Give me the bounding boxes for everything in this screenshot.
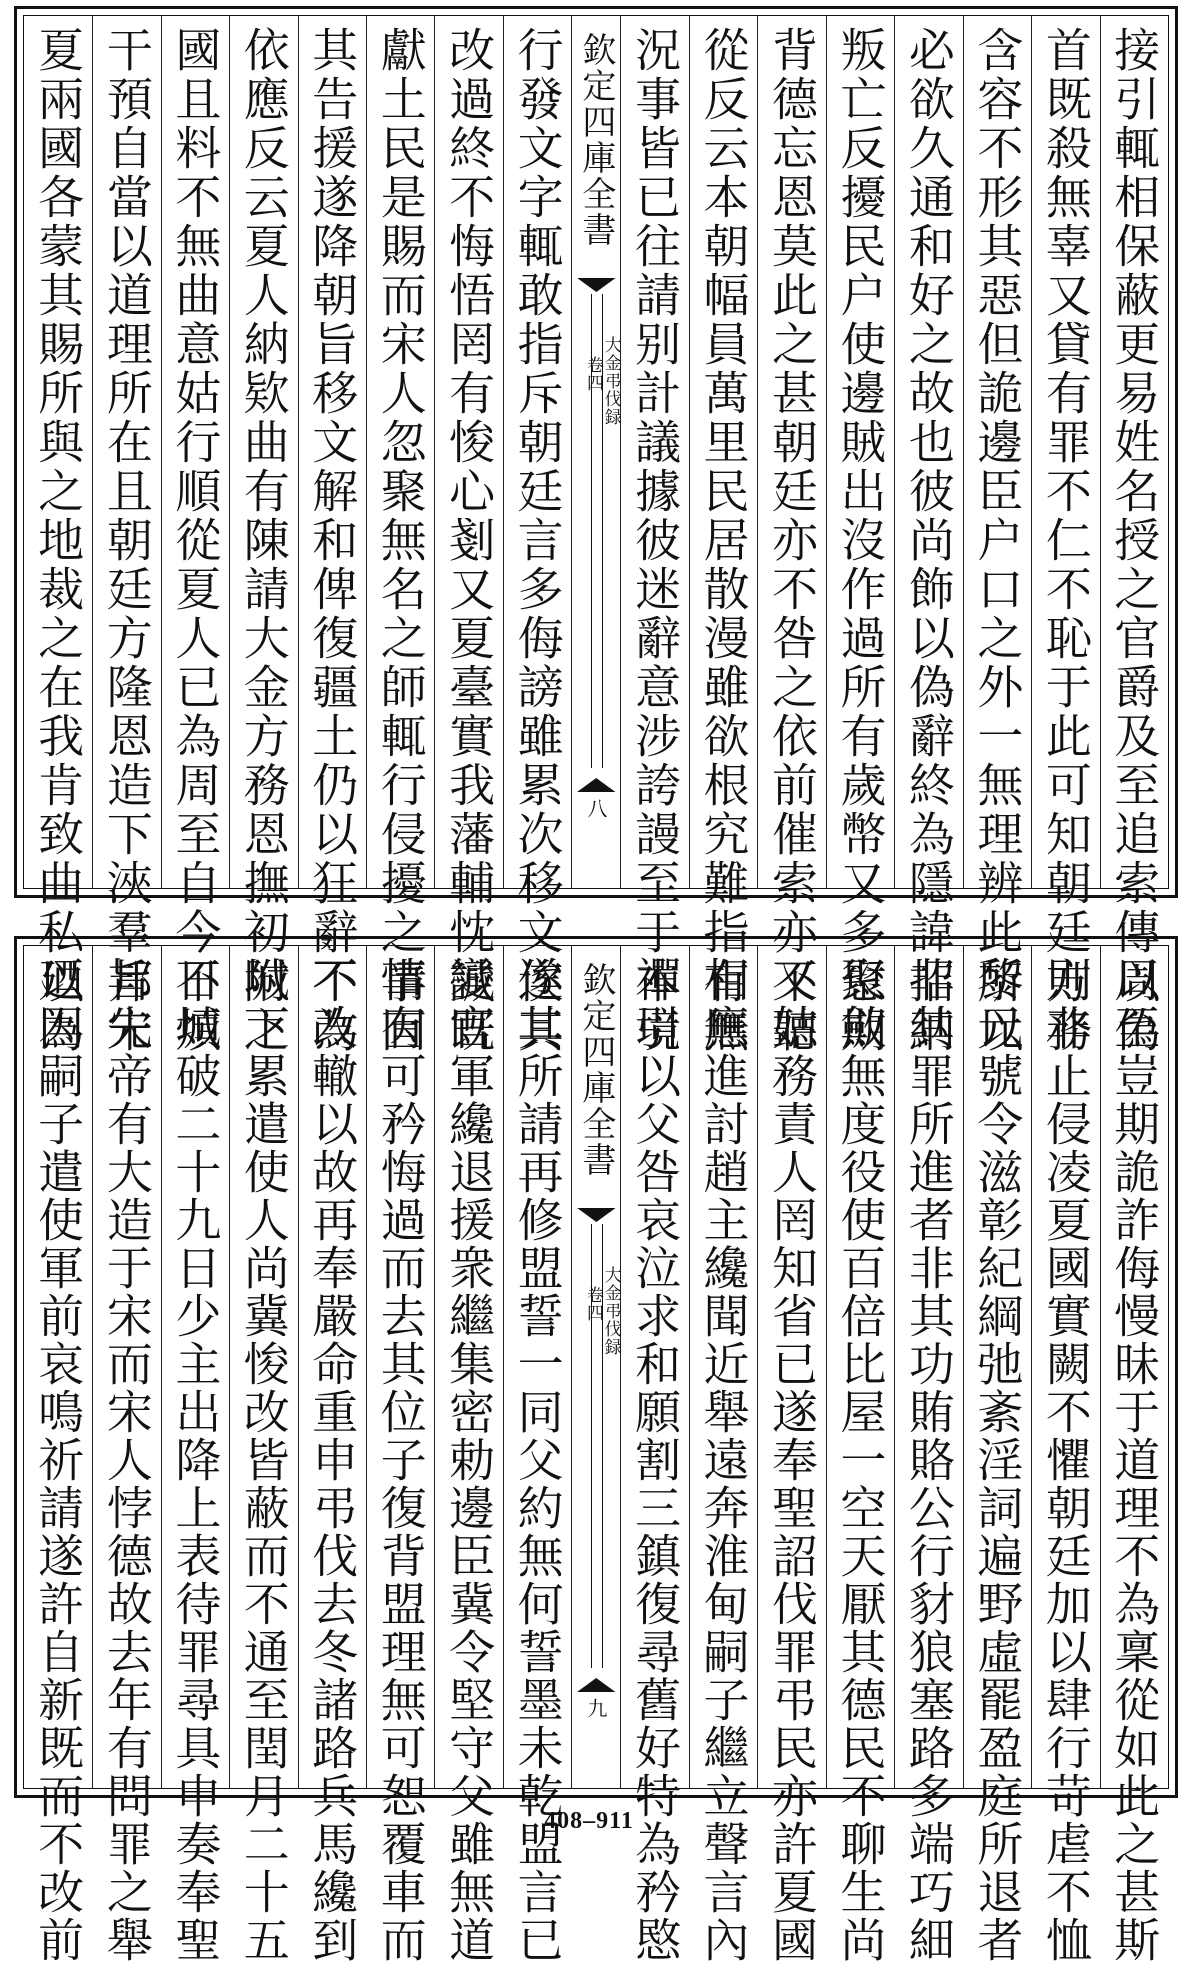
text-column xyxy=(161,946,229,1964)
column-text: 不改轍以故再奉嚴命重申弔伐去冬諸路兵馬纔到 xyxy=(305,956,360,1964)
text-column xyxy=(1031,16,1099,1055)
page-top-columns xyxy=(24,16,1168,1055)
column-text: 從反云本朝幅員萬里民居散漫雖欲根究難指有無 xyxy=(696,26,751,1055)
text-column xyxy=(963,16,1031,1055)
book-title: 大金弔伐録 xyxy=(600,1266,621,1356)
column-text: 首既殺無辜又貸有罪不仁不恥于此可知朝廷方務 xyxy=(1038,26,1093,1055)
column-text: 遂其所請再修盟誓一同父約無何誓墨未乾盟言已 xyxy=(510,956,565,1964)
text-column xyxy=(503,946,571,1964)
column-text: 況事皆已往請别計議據彼迷辭意涉誇謾至于本境 xyxy=(628,26,683,1055)
text-column xyxy=(1100,16,1168,1055)
text-column xyxy=(503,16,571,1055)
column-text: 國且料不無曲意姑行順從夏人已為周至自今不煩 xyxy=(168,26,223,1055)
text-column xyxy=(1031,946,1099,1964)
column-text: 其告援遂降朝旨移文解和俾復疆土仍以狂辭不為 xyxy=(305,26,360,1055)
column-text: 旨先帝有大造于宋而宋人悖德故去年有問罪之舉 xyxy=(99,956,154,1964)
text-column xyxy=(963,946,1031,1964)
column-text: 禪引以父咎哀泣求和願割三鎮復尋舊好特為矜愍 xyxy=(628,956,683,1964)
text-column xyxy=(92,16,160,1055)
column-text: 黎元號令滋彰紀綱弛紊淫詞遍野虛罷盈庭所退者 xyxy=(970,956,1025,1964)
folio-number: 八 xyxy=(582,796,611,820)
volume-label: 卷四 xyxy=(582,356,603,392)
fish-tail-mark-bottom xyxy=(577,778,615,792)
series-title: 欽定四庫全書 xyxy=(575,32,616,248)
page-top-frame xyxy=(23,15,1169,1055)
text-column xyxy=(434,16,502,1055)
text-column xyxy=(757,946,825,1964)
text-column xyxy=(92,946,160,1964)
center-fold xyxy=(571,16,620,888)
text-column xyxy=(229,16,297,1055)
column-text: 夏兩國各蒙其賜所與之地裁之在我肯致曲私以為 xyxy=(31,26,86,1055)
fish-tail-mark-bottom xyxy=(577,1678,615,1692)
page-number-footer: 408–911 xyxy=(544,1808,634,1834)
text-column xyxy=(757,16,825,1055)
text-column xyxy=(298,16,366,1055)
text-column xyxy=(826,16,894,1055)
column-text: 廼因嗣子遣使軍前哀鳴祈請遂許自新既而不改前 xyxy=(31,956,86,1964)
text-column xyxy=(24,946,92,1964)
volume-label: 卷四 xyxy=(582,1286,603,1322)
text-column xyxy=(24,16,92,1055)
column-text: 變官軍纔退援衆繼集密勅邊臣冀令堅守父雖無道 xyxy=(442,956,497,1964)
column-text: 情有可矜悔過而去其位子復背盟理無可恕覆車而 xyxy=(373,956,428,1964)
book-title: 大金弔伐録 xyxy=(600,336,621,426)
column-text: 則非止侵凌夏國實闕不懼朝廷加以肆行苛虐不恤 xyxy=(1038,956,1093,1964)
text-column xyxy=(826,946,894,1964)
text-column xyxy=(894,946,962,1964)
text-column xyxy=(366,16,434,1055)
series-title: 欽定四庫全書 xyxy=(575,962,616,1178)
text-column xyxy=(161,16,229,1055)
text-column xyxy=(1100,946,1168,1964)
column-text: 又姑務責人罔知省已遂奉聖詔伐罪弔民亦許夏國 xyxy=(765,956,819,1964)
fish-tail-mark-top xyxy=(577,278,615,292)
text-column xyxy=(366,946,434,1964)
column-text: 接引輒相保蔽更易姓名授之官爵及至追索傳以偽 xyxy=(1107,26,1162,1055)
text-column xyxy=(229,946,297,1964)
center-fold xyxy=(571,946,620,1788)
column-text: 干預自當以道理所在且朝廷方隆恩造下浹羣邦宋 xyxy=(99,26,154,1055)
column-text: 背德忘恩莫此之甚朝廷亦不咎之依前催索亦不聽 xyxy=(765,26,819,1055)
column-text: 日城破二十九日少主出降上表待罪尋具申奏奉聖 xyxy=(168,956,223,1964)
page-top xyxy=(14,6,1178,1055)
column-text: 非其罪所進者非其功賄賂公行豺狼塞路多端巧細 xyxy=(901,956,956,1964)
fish-tail-mark-top xyxy=(577,1208,615,1222)
column-text: 改過終不悔悟罔有悛心剗又夏臺實我藩輔忱誠既 xyxy=(442,26,497,1055)
column-text: 必欲久通和好之故也彼尚飾以偽辭終為隱諱招納 xyxy=(901,26,956,1055)
column-text: 周至豈期詭詐侮慢昧于道理不為稟從如此之甚斯 xyxy=(1107,956,1162,1964)
text-column xyxy=(298,946,366,1964)
column-text: 叛亡反擾民户使邊賊出沒作過所有歲幣又多愆期 xyxy=(833,26,888,1055)
column-text: 行發文字輒敢指斥朝廷言多侮謗雖累次移文俟其 xyxy=(510,26,565,1055)
folio-number: 九 xyxy=(582,1696,611,1720)
text-column xyxy=(620,16,688,1055)
column-text: 含容不形其惡但詭邊臣户口之外一無理辨此所以 xyxy=(970,26,1025,1055)
column-text: 獻土民是賜而宋人忽聚無名之師輒行侵擾之事因 xyxy=(373,26,428,1055)
column-text: 相應進討趙主纔聞近舉遠奔淮甸嗣子繼立聲言內 xyxy=(696,956,751,1964)
text-column xyxy=(689,946,757,1964)
text-column xyxy=(894,16,962,1055)
text-column xyxy=(689,16,757,1055)
column-text: 城下累遣使人尚冀悛改皆蔽而不通至閏月二十五 xyxy=(236,956,291,1964)
column-text: 依應反云夏人納欵曲有陳請大金方務恩撫初附之 xyxy=(236,26,291,1055)
text-column xyxy=(434,946,502,1964)
text-column xyxy=(620,946,688,1964)
column-text: 聚斂無度役使百倍比屋一空天厭其德民不聊生尚 xyxy=(833,956,888,1964)
